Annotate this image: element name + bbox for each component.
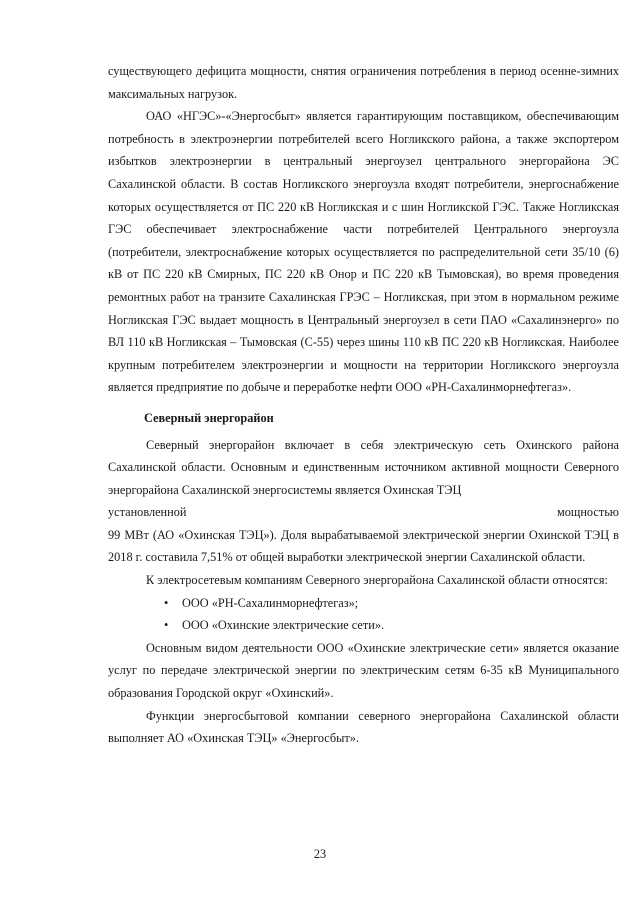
section-heading: Северный энергорайон <box>144 410 274 425</box>
paragraph-2: ОАО «НГЭС»-«Энергосбыт» является гарантирующим поставщиком, обеспечивающим потребность в электроэнергии потребителей всего Ногликского района, а также экспортером избытков электроэнергии в центральный энергоузел центрального энергорайона ЭС Сахалинской области. В состав Ногликского энергоузла входят потребители, энергоснабжение которых осуществляется от ПС 220 кВ Ногликская и с шин Ногликской ГЭС. Также Ногликская ГЭС обеспечивает электроснабжение части потребителей Центрального энергоузла (потребители, электроснабжение которых осуществляется по распределительной сети 35/10 (6) кВ от ПС 220 кВ Смирных, ПС 220 кВ Онор и ПС 220 кВ Тымовская), во время проведения ремонтных работ на транзите Сахалинская ГРЭС – Ногликская, при этом в нормальном режиме Ногликская ГЭС выдает мощность в Центральный энергоузел в сети ПАО «Сахалинэнерго» по ВЛ 110 кВ Ногликская – Тымовская (С-55) через шины 110 кВ ПС 220 кВ Ногликская. Наиболее крупным потребителем электроэнергии и мощности на территории Ногликского энергоузла является предприятие по добыче и переработке нефти ООО «РН-Сахалинморнефтегаз». <box>108 109 619 395</box>
paragraph-3-split-right: мощностью <box>556 505 619 520</box>
paragraph-3-split-left: установленной <box>108 505 187 520</box>
paragraph-5: Основным видом деятельности ООО «Охинские электрические сети» является оказание услуг по передаче электрической энергии по электрическим сетям 6-35 кВ Муниципального образования Городской округ «Охинский». <box>108 640 619 701</box>
page-number: 23 <box>313 847 327 861</box>
paragraph-3-split-line <box>108 501 619 524</box>
paragraph-4: К электросетевым компаниям Северного энергорайона Сахалинской области относятся: <box>146 573 608 588</box>
list-item-text: ООО «РН-Сахалинморнефтегаз»; <box>182 595 359 610</box>
bullet-icon: • <box>164 595 169 610</box>
paragraph-6: Функции энергосбытовой компании северного энергорайона Сахалинской области выполняет АО «Охинская ТЭЦ» «Энергосбыт». <box>108 708 619 746</box>
bullet-icon: • <box>164 618 169 633</box>
paragraph-3-tail: 99 МВт (АО «Охинская ТЭЦ»). Доля вырабатываемой электрической энергии Охинской ТЭЦ в 2018 г. составила 7,51% от общей выработки электрической энергии Сахалинской области. <box>108 527 619 565</box>
list-item <box>164 592 619 615</box>
paragraph-3 <box>108 434 619 570</box>
list-item-text: ООО «Охинские электрические сети». <box>182 618 385 633</box>
list-item <box>164 614 619 637</box>
bullet-list <box>108 592 619 637</box>
paragraph-3-lead: Северный энергорайон включает в себя электрическую сеть Охинского района Сахалинской области. Основным и единственным источником активной мощности Северного энергорайона Сахалинской энергосистемы является Охинская ТЭЦ <box>108 437 619 497</box>
paragraph-1: существующего дефицита мощности, снятия ограничения потребления в период осенне-зимних максимальных нагрузок. <box>108 64 619 101</box>
page-body <box>108 60 619 750</box>
